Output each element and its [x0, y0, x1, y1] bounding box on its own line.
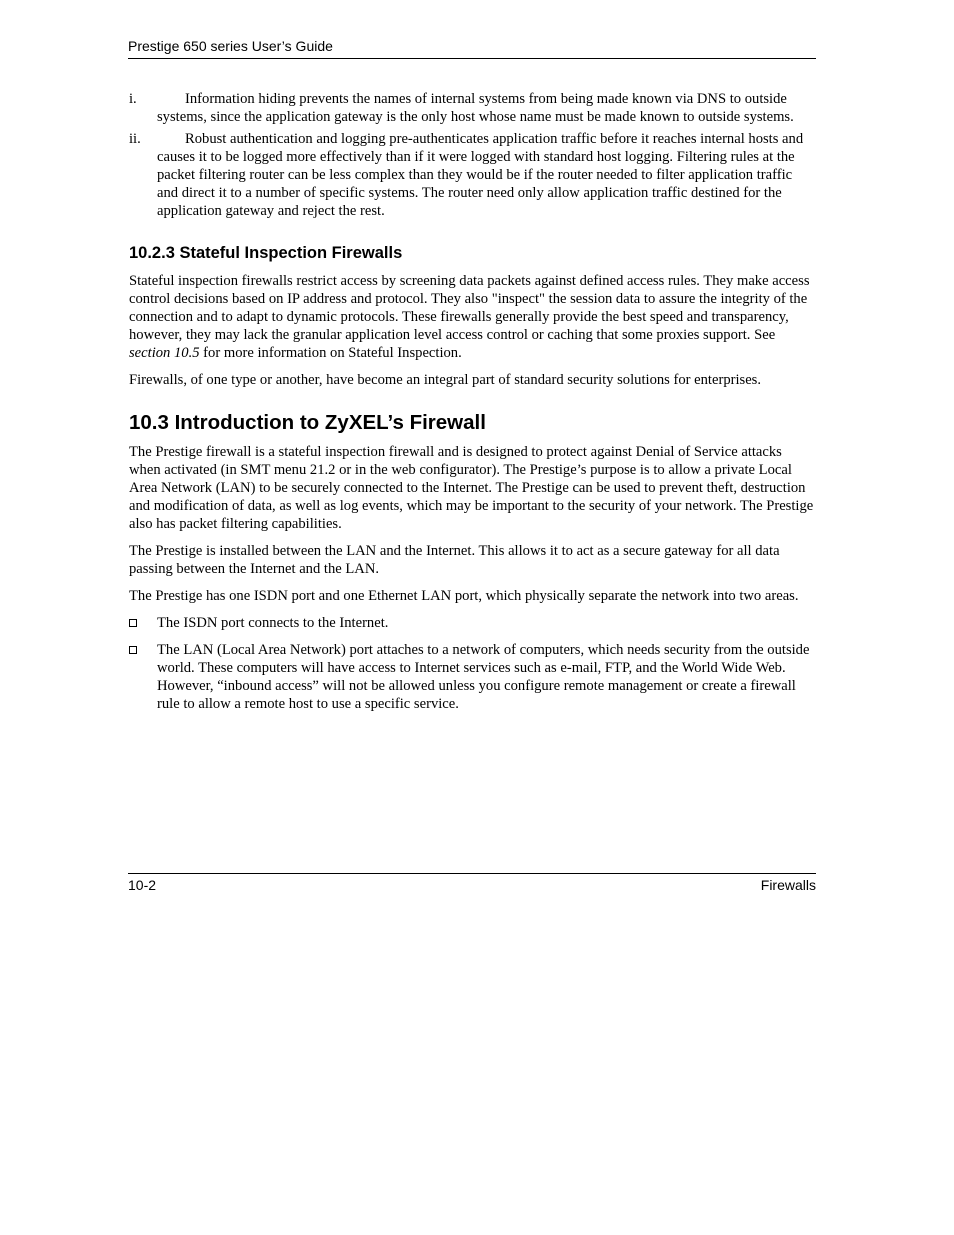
paragraph: The Prestige has one ISDN port and one Ethernet LAN port, which physically separate the network into two areas.	[129, 588, 799, 604]
list-item	[129, 90, 815, 126]
page-footer	[128, 873, 816, 893]
checkbox-bullet-icon	[129, 619, 137, 627]
checkbox-bullet-icon	[129, 646, 137, 654]
list-item-text: Robust authentication and logging pre-authenticates application traffic before it reaches internal hosts and causes it to be logged more effectively than if it were logged with standard host logging. Filtering rules at the packet filtering router can be less complex than they would be if the router needed to filter application traffic and direct it to a number of specific systems. The router need only allow application traffic destined for the application gateway and reject the rest.	[157, 131, 804, 219]
paragraph-text: Stateful inspection firewalls restrict access by screening data packets against defined access rules. They make access control decisions based on IP address and protocol. They also "inspect" the session data to assure the integrity of the connection and to adapt to dynamic protocols. These firewalls generally provide the best speed and transparency, however, they may lack the granular application level access control or caching that some proxies support. See	[129, 273, 810, 343]
paragraph: The Prestige is installed between the LAN and the Internet. This allows it to act as a secure gateway for all data passing between the Internet and the LAN.	[129, 543, 780, 577]
paragraph: The Prestige firewall is a stateful inspection firewall and is designed to protect against Denial of Service attacks when activated (in SMT menu 21.2 or in the web configurator). The Prestige’s purpose is to allow a private Local Area Network (LAN) to be securely connected to the Internet. The Prestige can be used to prevent theft, destruction and modification of data, as well as log events, which may be important to the security of your network. The Prestige also has packet filtering capabilities.	[129, 444, 814, 532]
list-marker: ii.	[129, 131, 141, 147]
section-heading-10-3: 10.3 Introduction to ZyXEL’s Firewall	[129, 411, 486, 434]
chapter-name: Firewalls	[760, 877, 816, 893]
paragraph: Firewalls, of one type or another, have become an integral part of standard security solutions for enterprises.	[129, 372, 762, 388]
bullet-item	[129, 641, 815, 713]
section-heading-10-2-3: 10.2.3 Stateful Inspection Firewalls	[129, 244, 403, 262]
bullet-text: The LAN (Local Area Network) port attaches to a network of computers, which needs security from the outside world. These computers will have access to Internet services such as e-mail, FTP, and the World Wide Web. However, “inbound access” will not be allowed unless you configure remote management or create a firewall rule to allow a remote host to use a specific service.	[157, 642, 810, 712]
cross-reference: section 10.5	[129, 345, 200, 361]
bullet-text: The ISDN port connects to the Internet.	[157, 615, 389, 631]
header-title: Prestige 650 series User’s Guide	[128, 38, 333, 54]
page-content	[129, 90, 815, 722]
bullet-item	[129, 614, 815, 632]
list-item-text: Information hiding prevents the names of internal systems from being made known via DNS to outside systems, since the application gateway is the only host whose name must be made known to outside systems.	[157, 91, 794, 125]
paragraph	[129, 272, 815, 362]
page-number: 10-2	[128, 877, 157, 893]
paragraph-text: for more information on Stateful Inspection.	[199, 345, 462, 361]
page-header	[128, 38, 816, 59]
list-marker: i.	[129, 91, 137, 107]
list-item	[129, 130, 815, 220]
